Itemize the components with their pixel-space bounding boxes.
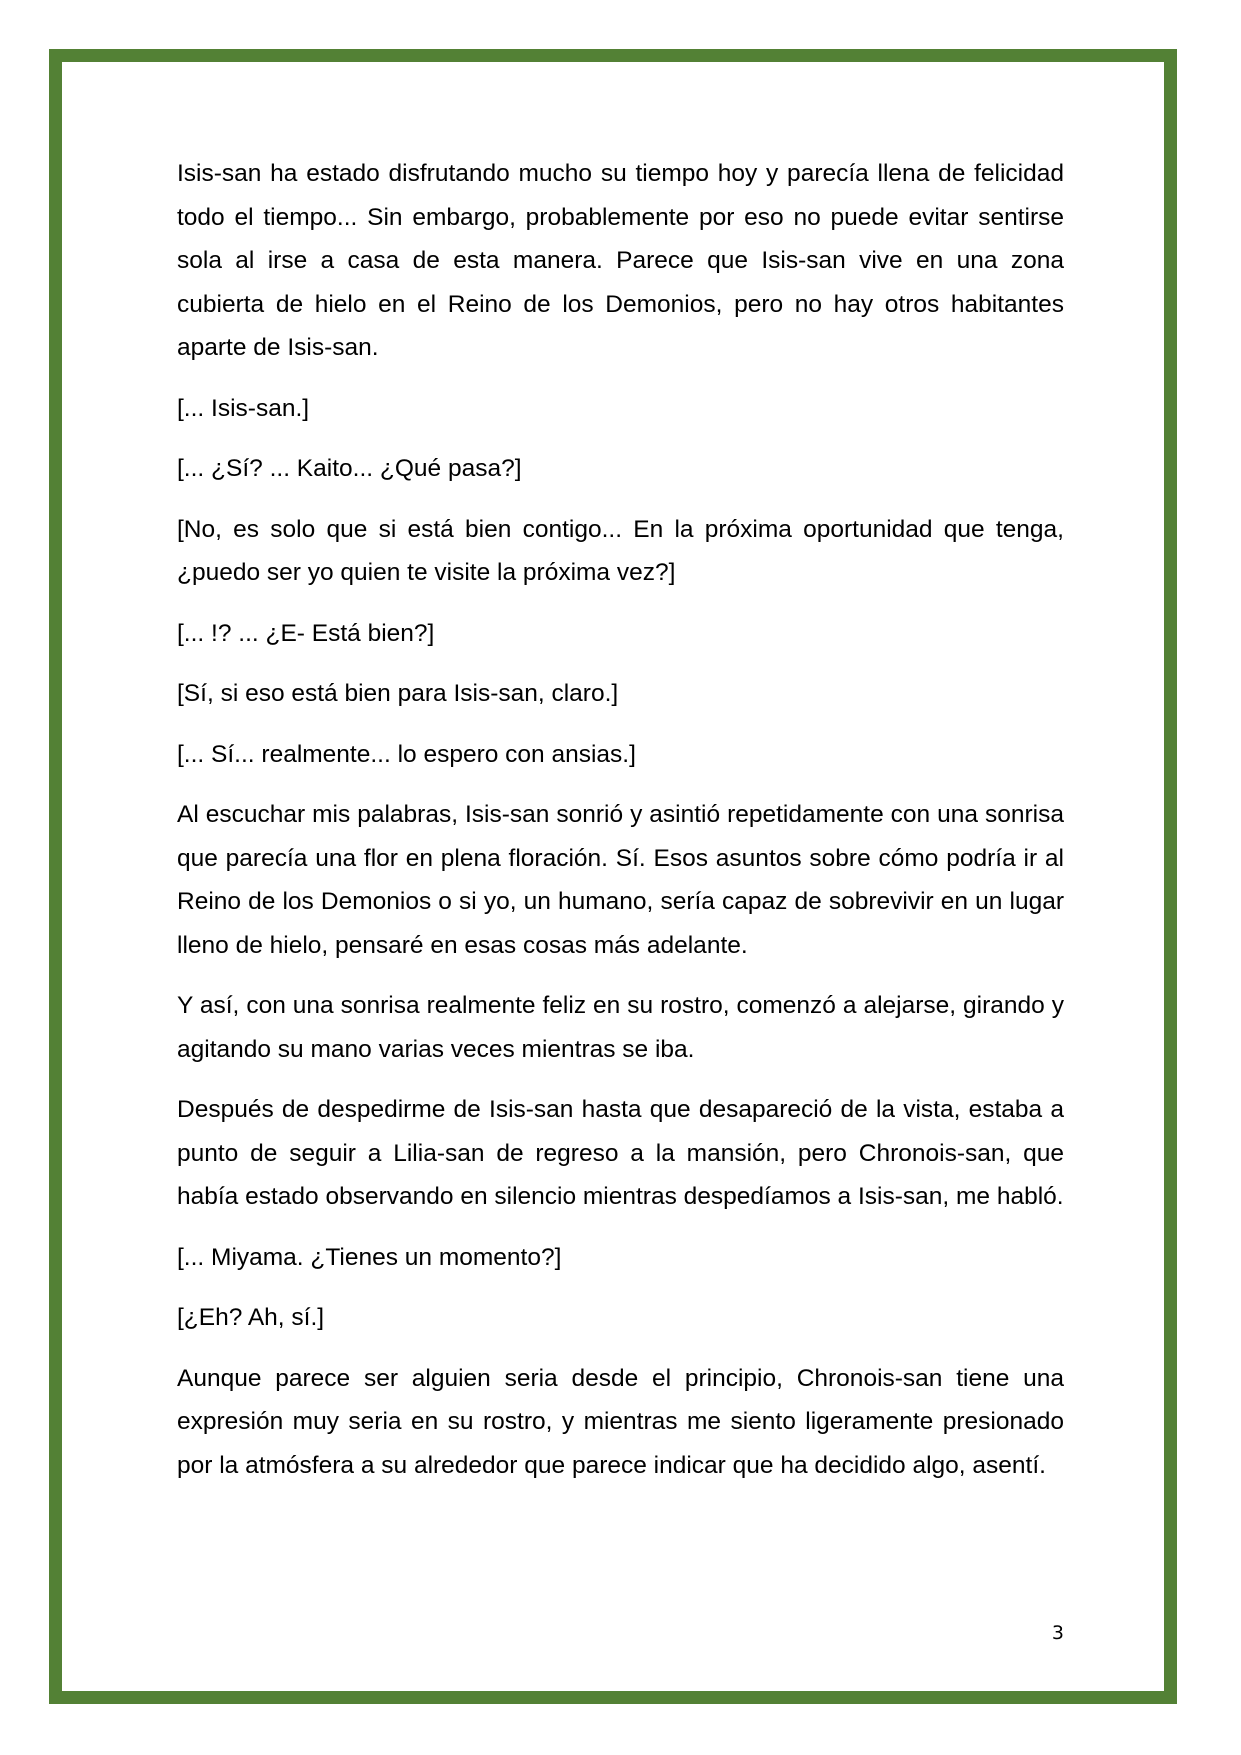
dialogue-line: [... !? ... ¿E- Está bien?] xyxy=(177,619,435,647)
dialogue-line: [No, es solo que si está bien contigo... En la próxima oportunidad que tenga, ¿puedo ser yo quien te visite la próxima vez?] xyxy=(177,515,1064,586)
dialogue-line: [¿Eh? Ah, sí.] xyxy=(177,1304,325,1331)
page-number: 3 xyxy=(1051,1622,1064,1644)
paragraph: Al escuchar mis palabras, Isis-san sonrió y asintió repetidamente con una sonrisa que parecía una flor en plena floración. Sí. Esos asuntos sobre cómo podría ir al Reino de los Demonios o si yo, un humano, sería capaz de sobrevivir en un lugar lleno de hielo, pensaré en esas cosas más adelante. xyxy=(177,801,1064,959)
dialogue-line: [... ¿Sí? ... Kaito... ¿Qué pasa?] xyxy=(177,455,522,482)
paragraph: Después de despedirme de Isis-san hasta que desapareció de la vista, estaba a punto de seguir a Lilia-san de regreso a la mansión, pero Chronois-san, que había estado observando en silencio mientras despedíamos a Isis-san, me habló. xyxy=(177,1096,1064,1210)
paragraph: Aunque parece ser alguien seria desde el principio, Chronois-san tiene una expresión muy seria en su rostro, y mientras me siento ligeramente presionado por la atmósfera a su alrededor que parece indicar que ha decidido algo, asentí. xyxy=(177,1364,1064,1479)
document-body xyxy=(177,152,1064,1504)
dialogue-line: [Sí, si eso está bien para Isis-san, claro.] xyxy=(177,680,619,707)
paragraph: Y así, con una sonrisa realmente feliz en su rostro, comenzó a alejarse, girando y agitando su mano varias veces mientras se iba. xyxy=(177,992,1064,1063)
dialogue-line: [... Isis-san.] xyxy=(177,394,310,422)
dialogue-line: [... Sí... realmente... lo espero con ansias.] xyxy=(177,740,636,768)
paragraph: Isis-san ha estado disfrutando mucho su tiempo hoy y parecía llena de felicidad todo el tiempo... Sin embargo, probablemente por eso no puede evitar sentirse sola al irse a casa de esta manera. Parece que Isis-san vive en una zona cubierta de hielo en el Reino de los Demonios, pero no hay otros habitantes aparte de Isis-san. xyxy=(177,160,1064,361)
dialogue-line: [... Miyama. ¿Tienes un momento?] xyxy=(177,1243,562,1271)
